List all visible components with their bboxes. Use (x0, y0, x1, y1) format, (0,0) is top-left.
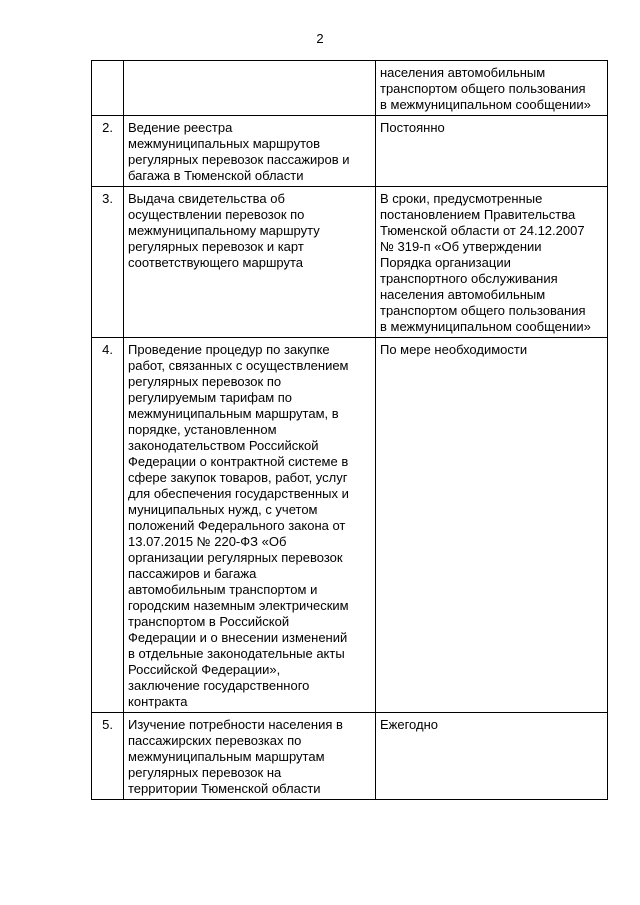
row-number: 5. (92, 713, 124, 800)
row-number (92, 61, 124, 116)
row-number: 3. (92, 187, 124, 338)
table-row (92, 713, 608, 800)
activity-term: По мере необходимости (376, 338, 608, 713)
activity-term: В сроки, предусмотренные постановлением Правительства Тюменской области от 24.12.2007 № 319-п «Об утверждении Порядка организации транспортного обслуживания населения автомобильным транспортом общего пользования в межмуниципальном сообщении» (376, 187, 608, 338)
activity-term: населения автомобильным транспортом общего пользования в межмуниципальном сообщении» (376, 61, 608, 116)
activity-term: Постоянно (376, 116, 608, 187)
table-row (92, 61, 608, 116)
row-number: 2. (92, 116, 124, 187)
page-number: 2 (316, 31, 324, 46)
row-number: 4. (92, 338, 124, 713)
schedule-table (91, 60, 608, 800)
activity-name: Ведение реестра межмуниципальных маршрутов регулярных перевозок пассажиров и багажа в Тюменской области (124, 116, 376, 187)
activity-name: Проведение процедур по закупке работ, связанных с осуществлением регулярных перевозок по регулируемым тарифам по межмуниципальным маршрутам, в порядке, установленном законодательством Российской Федерации о контрактной системе в сфере закупок товаров, работ, услуг для обеспечения государственных и муниципальных нужд, с учетом положений Федерального закона от 13.07.2015 № 220-ФЗ «Об организации регулярных перевозок пассажиров и багажа автомобильным транспортом и городским наземным электрическим транспортом в Российской Федерации и о внесении изменений в отдельные законодательные акты Российской Федерации», заключение государственного контракта (124, 338, 376, 713)
activity-name: Выдача свидетельства об осуществлении перевозок по межмуниципальному маршруту регулярных перевозок и карт соответствующего маршрута (124, 187, 376, 338)
activity-name: Изучение потребности населения в пассажирских перевозках по межмуниципальным маршрутам регулярных перевозок на территории Тюменской области (124, 713, 376, 800)
table-row (92, 116, 608, 187)
table-row (92, 187, 608, 338)
activity-name (124, 61, 376, 116)
table-row (92, 338, 608, 713)
activity-term: Ежегодно (376, 713, 608, 800)
